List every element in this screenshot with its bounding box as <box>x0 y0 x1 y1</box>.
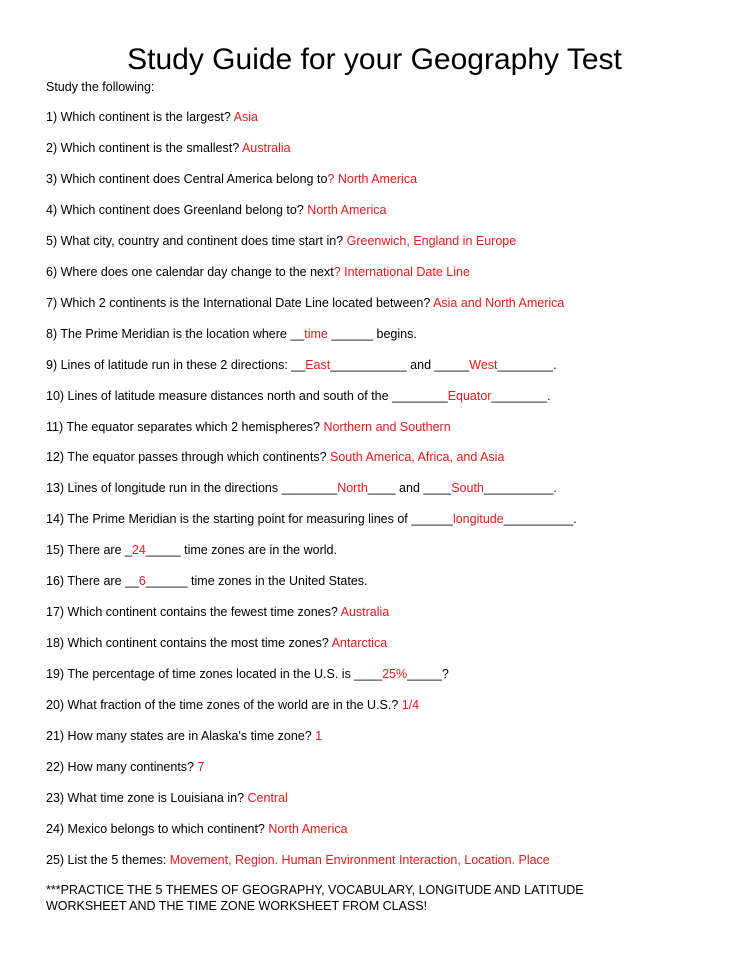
question-text: ________. <box>491 388 551 403</box>
question-text: ______ time zones in the United States. <box>145 574 368 589</box>
intro-text: Study the following: <box>46 80 155 94</box>
question-item <box>46 264 470 280</box>
answer-text: Asia <box>233 110 258 124</box>
question-text: Which continent contains the most time zones? <box>67 636 332 651</box>
answer-text: East <box>305 357 331 372</box>
question-item <box>46 573 368 589</box>
question-item <box>46 759 204 775</box>
question-item <box>46 109 258 125</box>
question-text: There are _ <box>67 543 132 558</box>
question-item <box>46 449 504 465</box>
question-number: 25) <box>46 852 68 867</box>
page-title: Study Guide for your Geography Test <box>127 43 622 76</box>
footer-line-1: ***PRACTICE THE 5 THEMES OF GEOGRAPHY, VOCABULARY, LONGITUDE AND LATITUDE <box>46 883 584 897</box>
question-text: Which continent does Greenland belong to? <box>60 202 308 217</box>
question-item <box>46 419 451 435</box>
question-text: Which 2 continents is the International Date Line located between? <box>60 295 434 310</box>
answer-text: Movement, Region. Human Environment Interaction, Location. Place <box>169 852 550 867</box>
question-item <box>46 728 322 744</box>
question-text: Where does one calendar day change to the next <box>60 264 334 279</box>
question-text: ____ and ____ <box>367 481 452 496</box>
answer-text: North <box>337 481 368 496</box>
answer-text: 25% <box>382 667 408 682</box>
question-text: Which continent is the smallest? <box>60 140 242 155</box>
answer-text: Antarctica <box>331 636 388 651</box>
answer-text: North America <box>268 821 348 836</box>
question-text: Mexico belongs to which continent? <box>67 821 269 836</box>
answer-text: 1 <box>315 729 323 743</box>
answer-text: West <box>469 357 498 372</box>
question-number: 3) <box>46 171 61 186</box>
question-number: 18) <box>46 636 68 651</box>
question-item <box>46 666 449 682</box>
question-text: Which continent is the largest? <box>60 110 234 124</box>
question-item <box>46 480 557 496</box>
question-item <box>46 388 551 404</box>
question-text: The percentage of time zones located in the U.S. is ____ <box>67 667 383 682</box>
question-number: 20) <box>46 698 68 713</box>
question-item <box>46 140 291 156</box>
footer-note <box>46 882 584 914</box>
question-number: 15) <box>46 543 68 558</box>
question-item <box>46 542 337 558</box>
question-number: 9) <box>46 357 61 372</box>
question-text: Which continent does Central America belong to <box>60 171 328 186</box>
question-text: There are __ <box>67 574 139 589</box>
question-number: 6) <box>46 264 61 279</box>
footer-line-2: WORKSHEET AND THE TIME ZONE WORKSHEET FROM CLASS! <box>46 899 428 913</box>
question-text: ________. <box>497 357 557 372</box>
question-number: 24) <box>46 821 68 836</box>
question-text: How many continents? <box>67 759 198 774</box>
question-item <box>46 326 417 342</box>
question-item <box>46 171 417 187</box>
question-number: 16) <box>46 574 68 589</box>
question-text: Which continent contains the fewest time zones? <box>67 605 341 620</box>
question-item <box>46 233 516 249</box>
answer-text: 1/4 <box>401 698 420 713</box>
question-item <box>46 821 348 837</box>
answer-text: time <box>304 326 328 341</box>
question-text: _____? <box>407 667 449 682</box>
question-item <box>46 357 557 373</box>
question-text: What city, country and continent does time start in? <box>60 233 347 248</box>
answer-text: ? International Date Line <box>333 264 470 279</box>
question-item <box>46 697 419 713</box>
question-text: Lines of latitude measure distances north and south of the ________ <box>67 388 448 403</box>
answer-text: ? North America <box>327 171 418 186</box>
answer-text: North America <box>307 202 387 217</box>
question-number: 4) <box>46 202 61 217</box>
answer-text: 6 <box>138 574 146 589</box>
question-item <box>46 511 577 527</box>
question-text: __________. <box>483 481 557 496</box>
question-number: 5) <box>46 233 61 248</box>
answer-text: Greenwich, England in Europe <box>346 233 517 248</box>
question-number: 23) <box>46 790 68 805</box>
answer-text: Central <box>247 790 288 805</box>
question-text: How many states are in Alaska's time zone? <box>67 729 316 743</box>
answer-text: Asia and North America <box>433 295 565 310</box>
question-text: Lines of longitude run in the directions ________ <box>67 481 338 496</box>
question-number: 10) <box>46 388 68 403</box>
answer-text: South <box>451 481 484 496</box>
answer-text: South America, Africa, and Asia <box>330 450 505 465</box>
answer-text: Australia <box>241 140 291 155</box>
question-text: What time zone is Louisiana in? <box>67 790 248 805</box>
question-item <box>46 635 387 651</box>
question-item <box>46 604 389 620</box>
answer-text: Australia <box>340 605 390 620</box>
question-item <box>46 790 288 806</box>
question-number: 2) <box>46 140 61 155</box>
question-number: 1) <box>46 110 61 124</box>
answer-text: Northern and Southern <box>323 419 451 434</box>
question-number: 17) <box>46 605 68 620</box>
question-text: _____ time zones are in the world. <box>145 543 337 558</box>
question-text: List the 5 themes: <box>67 852 170 867</box>
question-text: The equator passes through which continents? <box>67 450 330 465</box>
answer-text: Equator <box>447 388 492 403</box>
question-number: 21) <box>46 729 68 743</box>
question-item <box>46 202 387 218</box>
question-text: The Prime Meridian is the location where __ <box>60 326 305 341</box>
question-text: __________. <box>503 512 577 527</box>
question-text: The equator separates which 2 hemispheres? <box>66 419 324 434</box>
question-text: ______ begins. <box>327 326 417 341</box>
question-text: ___________ and _____ <box>330 357 470 372</box>
question-number: 8) <box>46 326 61 341</box>
question-number: 12) <box>46 450 68 465</box>
question-number: 14) <box>46 512 68 527</box>
answer-text: 24 <box>131 543 146 558</box>
question-number: 19) <box>46 667 68 682</box>
question-number: 11) <box>46 419 67 434</box>
question-text: The Prime Meridian is the starting point for measuring lines of ______ <box>67 512 453 527</box>
question-text: Lines of latitude run in these 2 directions: __ <box>60 357 306 372</box>
question-number: 22) <box>46 759 68 774</box>
answer-text: longitude <box>452 512 504 527</box>
answer-text: 7 <box>197 759 205 774</box>
question-number: 13) <box>46 481 68 496</box>
question-number: 7) <box>46 295 61 310</box>
question-item <box>46 852 550 868</box>
question-text: What fraction of the time zones of the world are in the U.S.? <box>67 698 402 713</box>
question-item <box>46 295 564 311</box>
